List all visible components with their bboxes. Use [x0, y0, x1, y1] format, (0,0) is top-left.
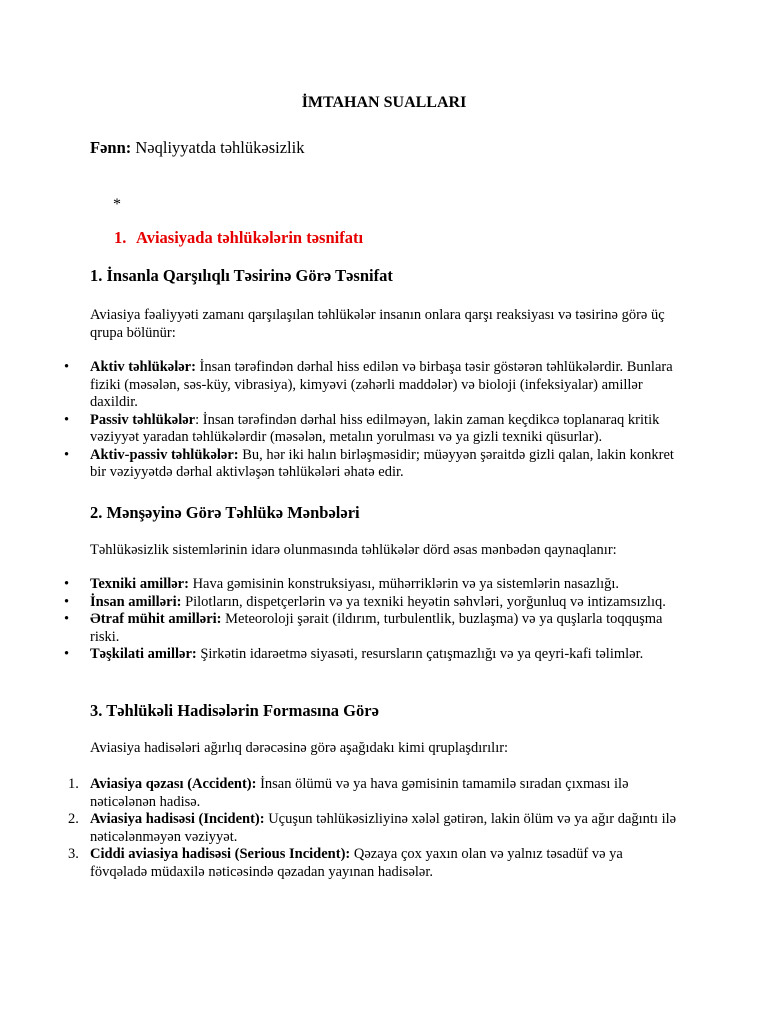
list-item-term: Aktiv-passiv təhlükələr:: [90, 446, 239, 463]
section-1-heading: 1. İnsanla Qarşılıqlı Təsirinə Görə Təsnifat: [90, 266, 393, 285]
list-item-number: 1.: [68, 776, 79, 792]
list-item-text: İnsan ölümü və ya hava gəmisinin tamamilə sıradan çıxması ilə nəticələnən hadisə.: [90, 776, 629, 810]
list-item-text: İnsan tərəfindən dərhal hiss edilən və birbaşa təsir göstərən təhlükələrdir. Bunlara fiziki (məsələn, səs-küy, vibrasiya), kimyəvi (zəhərli maddələr) və bioloji (infeksiyalar) amillər daxildir.: [90, 359, 673, 410]
topic-number: 1.: [114, 228, 127, 247]
section-2-heading: 2. Mənşəyinə Görə Təhlükə Mənbələri: [90, 503, 360, 522]
section-2-intro: Təhlükəsizlik sistemlərinin idarə olunmasında təhlükələr dörd əsas mənbədən qaynaqlanır:: [90, 542, 617, 558]
list-item: [64, 646, 680, 664]
list-item-text: Hava gəmisinin konstruksiyası, mühərriklərin və ya sistemlərin nasazlığı.: [188, 576, 620, 592]
subject-value: Nəqliyyatda təhlükəsizlik: [135, 138, 305, 157]
list-item: [64, 411, 680, 447]
document-title: İMTAHAN SUALLARI: [301, 94, 467, 111]
list-item-term: Aviasiya hadisəsi (Incident):: [90, 811, 265, 827]
list-item-text: Pilotların, dispetçerlərin və ya texniki heyətin səhvləri, yorğunluq və intizamsızlıq.: [181, 593, 666, 610]
list-item: [64, 576, 680, 594]
bullet-icon: •: [64, 411, 70, 428]
bullet-icon: •: [64, 359, 70, 375]
list-item-term: Texniki amillər:: [90, 576, 189, 592]
list-item-term: İnsan amilləri:: [90, 593, 182, 610]
topic-heading: [114, 228, 363, 248]
list-item-term: Təşkilati amillər:: [90, 646, 197, 662]
list-item: [68, 776, 680, 811]
list-item: [64, 593, 680, 612]
section-1-list: [64, 359, 680, 482]
section-3-list: [68, 776, 680, 881]
bullet-icon: •: [64, 611, 70, 627]
list-item-term: Aviasiya qəzası (Accident):: [90, 776, 257, 792]
bullet-icon: •: [64, 576, 70, 592]
section-3-intro: Aviasiya hadisələri ağırlıq dərəcəsinə görə aşağıdakı kimi qruplaşdırılır:: [90, 740, 509, 756]
section-1-intro: Aviasiya fəaliyyəti zamanı qarşılaşılan təhlükələr insanın onlara qarşı reaksiyası və təsirinə görə üç qrupa bölünür:: [90, 307, 665, 341]
list-item: [68, 811, 680, 846]
list-item-text: Meteoroloji şərait (ildırım, turbulentlik, buzlaşma) və ya quşlarla toqquşma riski.: [90, 611, 663, 645]
section-3-heading: 3. Təhlükəli Hadisələrin Formasına Görə: [90, 701, 379, 720]
subject-line: [90, 138, 304, 158]
topic-title: Aviasiyada təhlükələrin təsnifatı: [136, 228, 364, 247]
list-item-text: Uçuşun təhlükəsizliyinə xələl gətirən, lakin ölüm və ya ağır dağıntı ilə nəticələnməyən vəziyyət.: [90, 811, 677, 845]
list-item-term: Ciddi aviasiya hadisəsi (Serious Incident):: [90, 846, 351, 862]
list-item: [64, 359, 680, 412]
list-item-text: : İnsan tərəfindən dərhal hiss edilməyən, lakin zaman keçdikcə toplanaraq kritik vəziyyət yaradan təhlükələrdir (məsələn, metalın yorulması və ya gizli texniki qüsurlar).: [90, 411, 660, 445]
list-item-term: Aktiv təhlükələr:: [90, 359, 196, 375]
list-item-text: Şirkətin idarəetmə siyasəti, resursların çatışmazlığı və ya qeyri-kafi təlimlər.: [196, 646, 644, 662]
subject-label: Fənn:: [90, 138, 132, 157]
list-item: [64, 446, 680, 482]
list-item-text: Qəzaya çox yaxın olan və yalnız təsadüf və ya fövqəladə müdaxilə nəticəsində qəzadan yayınan hadisələr.: [90, 846, 623, 880]
list-item-term: Ətraf mühit amilləri:: [90, 611, 222, 627]
bullet-icon: •: [64, 646, 70, 662]
list-item: [64, 611, 680, 646]
list-item-number: 2.: [68, 811, 79, 827]
list-item: [68, 846, 680, 881]
list-item-term: Passiv təhlükələr: [90, 411, 196, 428]
section-2-list: [64, 576, 680, 664]
bullet-icon: •: [64, 446, 70, 463]
list-item-text: Bu, hər iki halın birləşməsidir; müəyyən şəraitdə gizli qalan, lakin konkret bir vəziyyətdə dərhal aktivləşən təhlükələri əhatə edir.: [90, 446, 674, 480]
asterisk-marker: *: [113, 196, 121, 213]
bullet-icon: •: [64, 593, 70, 610]
list-item-number: 3.: [68, 846, 79, 862]
